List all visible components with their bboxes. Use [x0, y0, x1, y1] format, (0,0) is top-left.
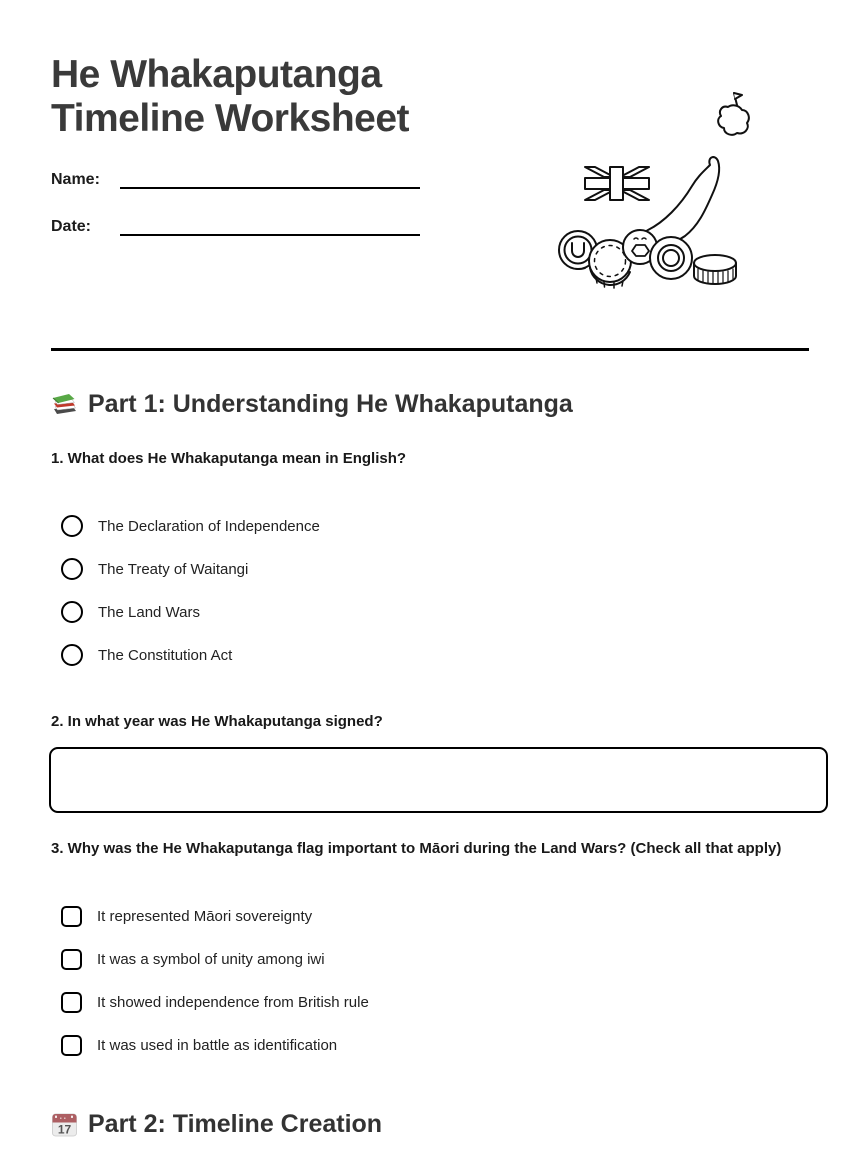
radio-option-row: [61, 515, 811, 537]
page-title-line1: He Whakaputanga: [51, 53, 382, 96]
name-field-row: [51, 167, 811, 189]
question-3-options: [61, 905, 811, 1056]
checkbox-option-label: It was a symbol of unity among iwi: [97, 950, 325, 968]
checkbox-option-label: It was used in battle as identification: [97, 1036, 338, 1054]
name-label: Name:: [51, 171, 100, 188]
radio-option-row: [61, 644, 811, 666]
checkbox[interactable]: [61, 949, 82, 970]
radio-button[interactable]: [61, 644, 83, 666]
radio-option-row: [61, 601, 811, 623]
radio-option-label: The Land Wars: [98, 603, 200, 621]
question-2: 2. In what year was He Whakaputanga signed?: [51, 713, 383, 730]
year-answer-input[interactable]: [49, 747, 828, 813]
section-divider: [51, 348, 809, 351]
date-field-row: [51, 214, 811, 236]
radio-button[interactable]: [61, 558, 83, 580]
radio-button[interactable]: [61, 515, 83, 537]
radio-option-row: [61, 558, 811, 580]
checkbox[interactable]: [61, 906, 82, 927]
part1-heading-text: Part 1: Understanding He Whakaputanga: [88, 390, 573, 418]
name-input-line[interactable]: [120, 167, 420, 189]
checkbox-option-label: It represented Māori sovereignty: [97, 907, 313, 925]
checkbox-option-row: [61, 991, 811, 1013]
calendar-icon: [51, 1111, 78, 1138]
checkbox-option-row: [61, 1034, 811, 1056]
part2-heading: [51, 1109, 811, 1139]
checkbox-option-row: [61, 948, 811, 970]
question-1: 1. What does He Whakaputanga mean in English?: [51, 450, 407, 467]
radio-button[interactable]: [61, 601, 83, 623]
calendar-day-number: 17: [57, 1122, 72, 1136]
checkbox-option-row: [61, 905, 811, 927]
date-input-line[interactable]: [120, 214, 420, 236]
books-icon: [51, 391, 78, 418]
question-1-options: [61, 515, 811, 666]
radio-option-label: The Treaty of Waitangi: [98, 560, 249, 578]
checkbox-option-label: It showed independence from British rule: [97, 993, 369, 1011]
date-label: Date:: [51, 218, 92, 235]
page-title-line2: Timeline Worksheet: [51, 97, 410, 140]
radio-option-label: The Declaration of Independence: [98, 517, 320, 535]
part1-heading: [51, 389, 811, 419]
question-3: 3. Why was the He Whakaputanga flag important to Māori during the Land Wars? (Check all that apply): [51, 840, 782, 857]
checkbox[interactable]: [61, 992, 82, 1013]
radio-option-label: The Constitution Act: [98, 646, 233, 664]
part2-heading-text: Part 2: Timeline Creation: [88, 1110, 383, 1138]
page-title: [51, 53, 811, 141]
checkbox[interactable]: [61, 1035, 82, 1056]
